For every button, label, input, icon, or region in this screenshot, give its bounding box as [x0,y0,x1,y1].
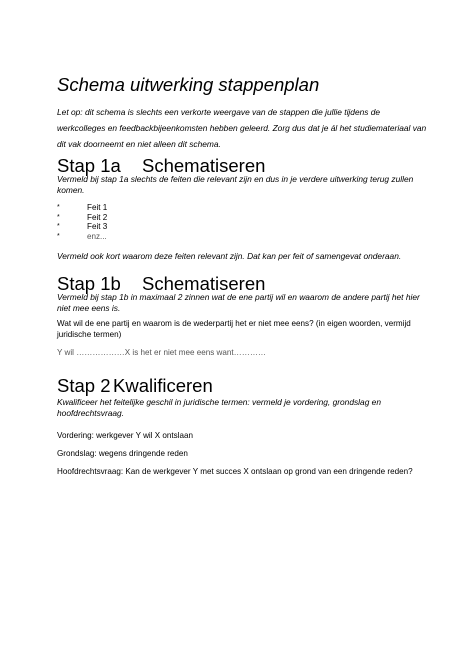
stap-1b-template: Y wil ………………X is het er niet mee eens want………… [57,348,267,357]
hoofdrechtsvraag-line: Hoofdrechtsvraag: Kan de werkgever Y met succes X ontslaan op grond van een dringende reden? [57,467,413,476]
intro-paragraph: Let op: dit schema is slechts een verkorte weergave van de stappen die jullie tijdens de werkcolleges en feedbackbijeenkomsten hebben geleerd. Zorg dus dat je ál het studiemateriaal van dit vak doorneemt en niet alleen dit schema. [57,107,427,149]
bullet-marker: * [57,223,60,230]
stap-1a-instruction: Vermeld bij stap 1a slechts de feiten die relevant zijn en dus in je verdere uitwerking terug zullen komen. [57,174,414,195]
document-title: Schema uitwerking stappenplan [57,74,320,95]
stap-2-heading [57,375,213,397]
list-item: * enz... [57,231,107,241]
stap-2-instruction: Kwalificeer het feitelijke geschil in juridische termen: vermeld je vordering, grondslag en hoofdrechtsvraag. [57,397,381,418]
stap-1a-name: Schematiseren [142,155,266,176]
list-item: * Feit 1 [57,203,108,212]
vordering-line: Vordering: werkgever Y wil X ontslaan [57,431,194,440]
bullet-marker: * [57,213,60,221]
bullet-marker: * [57,232,60,240]
stap-1b-name: Schematiseren [142,273,266,294]
facts-list [57,203,107,241]
stap-1b-instruction: Vermeld bij stap 1b in maximaal 2 zinnen wat de ene partij wil en waarom de andere partij het hier niet mee eens is. [57,292,420,313]
list-item: * Feit 3 [57,222,108,231]
stap-2-number: Stap 2 [57,375,111,396]
stap-1a-number: Stap 1a [57,155,121,176]
stap-2-name: Kwalificeren [113,375,213,396]
stap-1a-note: Vermeld ook kort waarom deze feiten relevant zijn. Dat kan per feit of samengevat onderaan. [57,251,402,261]
grondslag-line: Grondslag: wegens dringende reden [57,449,188,458]
stap-1b-number: Stap 1b [57,273,121,294]
list-item: * Feit 2 [57,212,108,222]
stap-1b-question: Wat wil de ene partij en waarom is de wederpartij het er niet mee eens? (in eigen woorden, vermijd juridische termen) [57,319,411,339]
bullet-marker: * [57,204,60,211]
